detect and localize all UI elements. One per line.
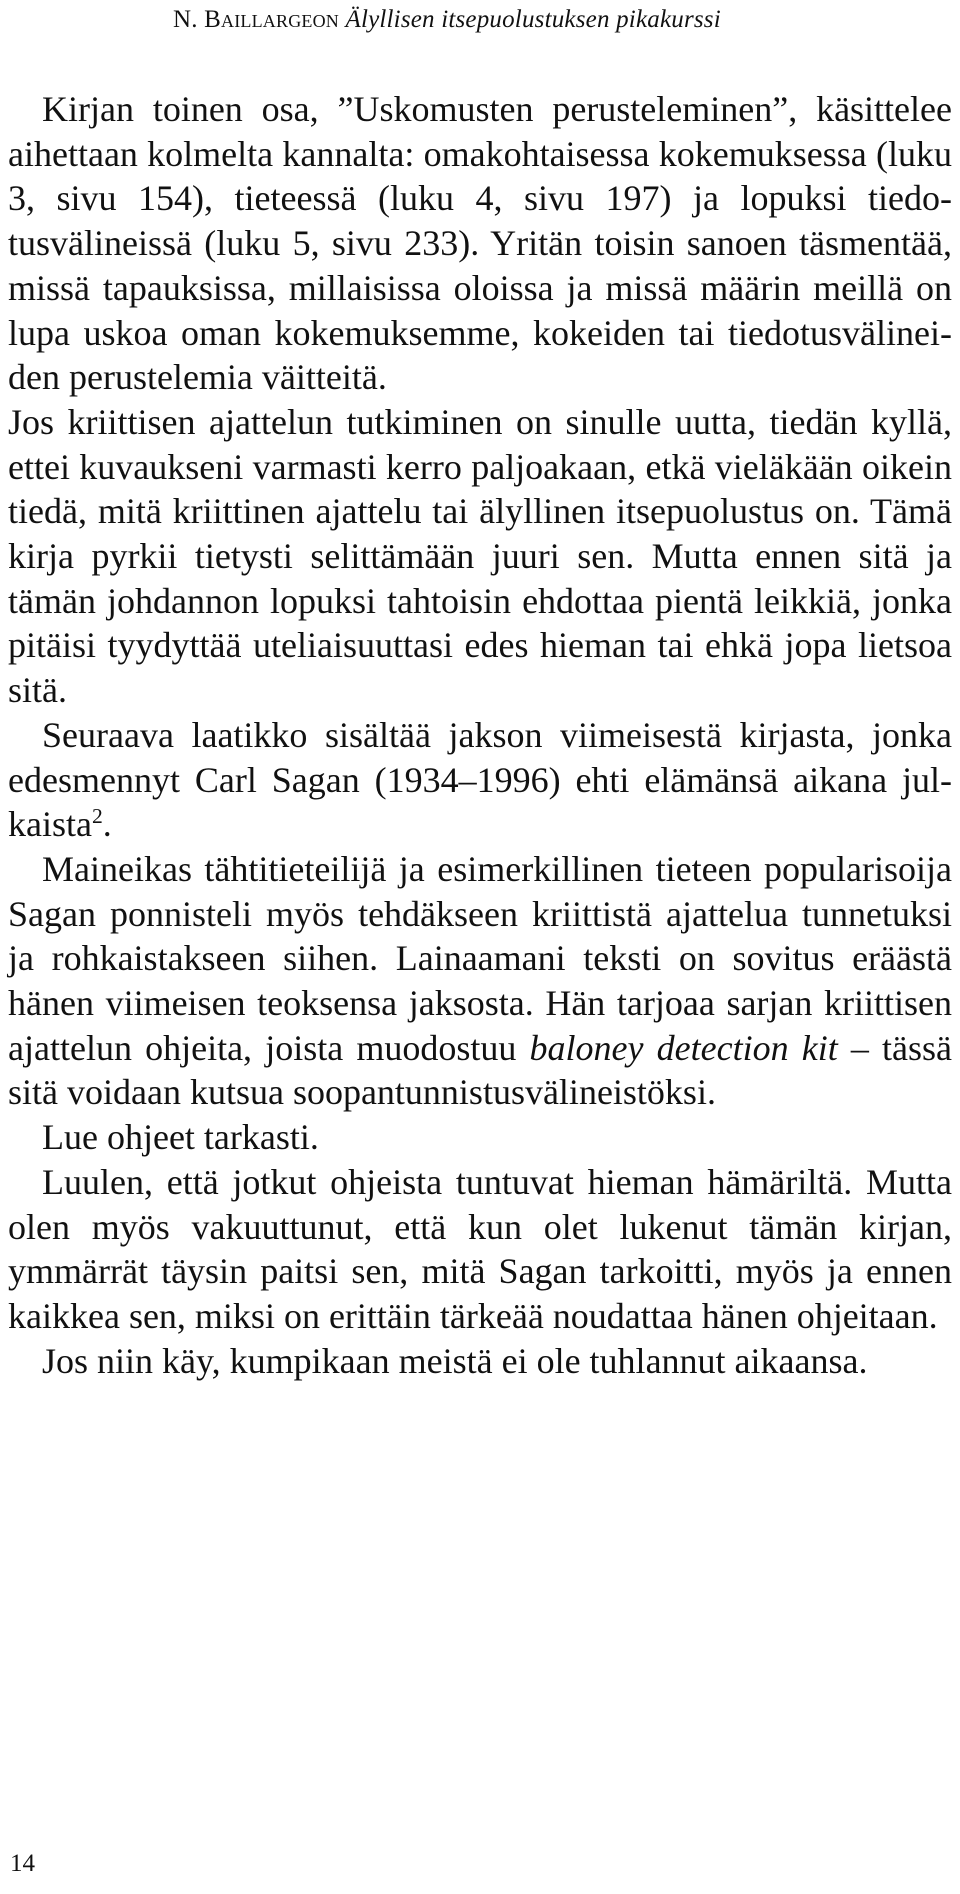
paragraph-sagan-box-end: . xyxy=(102,804,112,845)
paragraph-sagan-description xyxy=(8,847,952,1115)
header-title: Älyllisen itsepuolustuksen pikakurssi xyxy=(345,6,721,33)
paragraph-unclear-instructions: Luulen, että jotkut ohjeista tuntuvat hieman hämäriltä. Mutta olen myös vakuuttunut, että kun olet lukenut tämän kirjan, ymmärrät täysin paitsi sen, mitä Sagan tarkoitti, myös ja ennen kaikkea sen, miksi on erittäin tärkeää noudattaa hänen ohjeitaan. xyxy=(8,1161,952,1336)
paragraph-sagan-description-text: Maineikas tähtitieteilijä ja esimerkillinen tieteen popularisoija Sagan ponnisteli myös tehdäkseen kriittistä ajattelua tunnetuksi ja rohkaistakseen siihen. Lainaamani teksti on sovitus eräästä hänen viimeisen teoksensa jaksosta. Hän tarjoaa sarjan kriittisen ajattelun ohjeita, joista muodostuu xyxy=(8,848,952,1068)
header-author: N. Baillargeon xyxy=(173,6,340,33)
paragraph-sagan-box-text: Seuraava laatikko sisältää jakson viimeisestä kirjasta, jonka edesmennyt Carl Sagan (1934–1996) ehti elämänsä aikana julkaista xyxy=(8,714,952,845)
paragraph-sagan-description-end: – tässä sitä voidaan kutsua soopantunnistusvälineistöksi. xyxy=(8,1027,952,1113)
paragraph-structure-overview: Kirjan toinen osa, ”Uskomusten perusteleminen”, käsittelee aihettaan kolmelta kannalta: omakohtaisessa kokemuksessa (luku 3, sivu 154), tieteessä (luku 4, sivu 197) ja lopuksi tiedotusvälineissä (luku 5, sivu 233). Yritän toisin sanoen täsmentää, missä tapauksissa, millaisissa oloissa ja missä määrin meillä on lupa uskoa oman kokemuksemme, kokeiden tai tiedotusvälineiden perustelemia väitteitä. xyxy=(8,89,952,398)
paragraph-closing: Jos niin käy, kumpikaan meistä ei ole tuhlannut aikaansa. xyxy=(42,1340,868,1381)
body-text xyxy=(8,87,952,1383)
emphasis-baloney-detection-kit: baloney detection kit xyxy=(529,1027,838,1068)
running-header xyxy=(173,6,721,34)
page-number: 14 xyxy=(10,1850,35,1877)
footnote-marker: 2 xyxy=(91,804,103,829)
paragraph-sagan-box xyxy=(8,713,952,847)
paragraph-read-carefully: Lue ohjeet tarkasti. xyxy=(42,1117,319,1158)
paragraph-critical-thinking-intro: Jos kriittisen ajattelun tutkiminen on sinulle uutta, tiedän kyllä, ettei kuvaukseni varmasti kerro paljoakaan, etkä vieläkään oikein tiedä, mitä kriittinen ajattelu tai älyllinen itsepuolustus on. Tämä kirja pyrkii tietysti selittämään juuri sen. Mutta ennen sitä ja tämän johdannon lopuksi tahtoisin ehdottaa pientä leikkiä, jonka pitäisi tyydyttää uteliaisuuttasi edes hieman tai ehkä jopa lietsoa sitä. xyxy=(8,401,952,711)
